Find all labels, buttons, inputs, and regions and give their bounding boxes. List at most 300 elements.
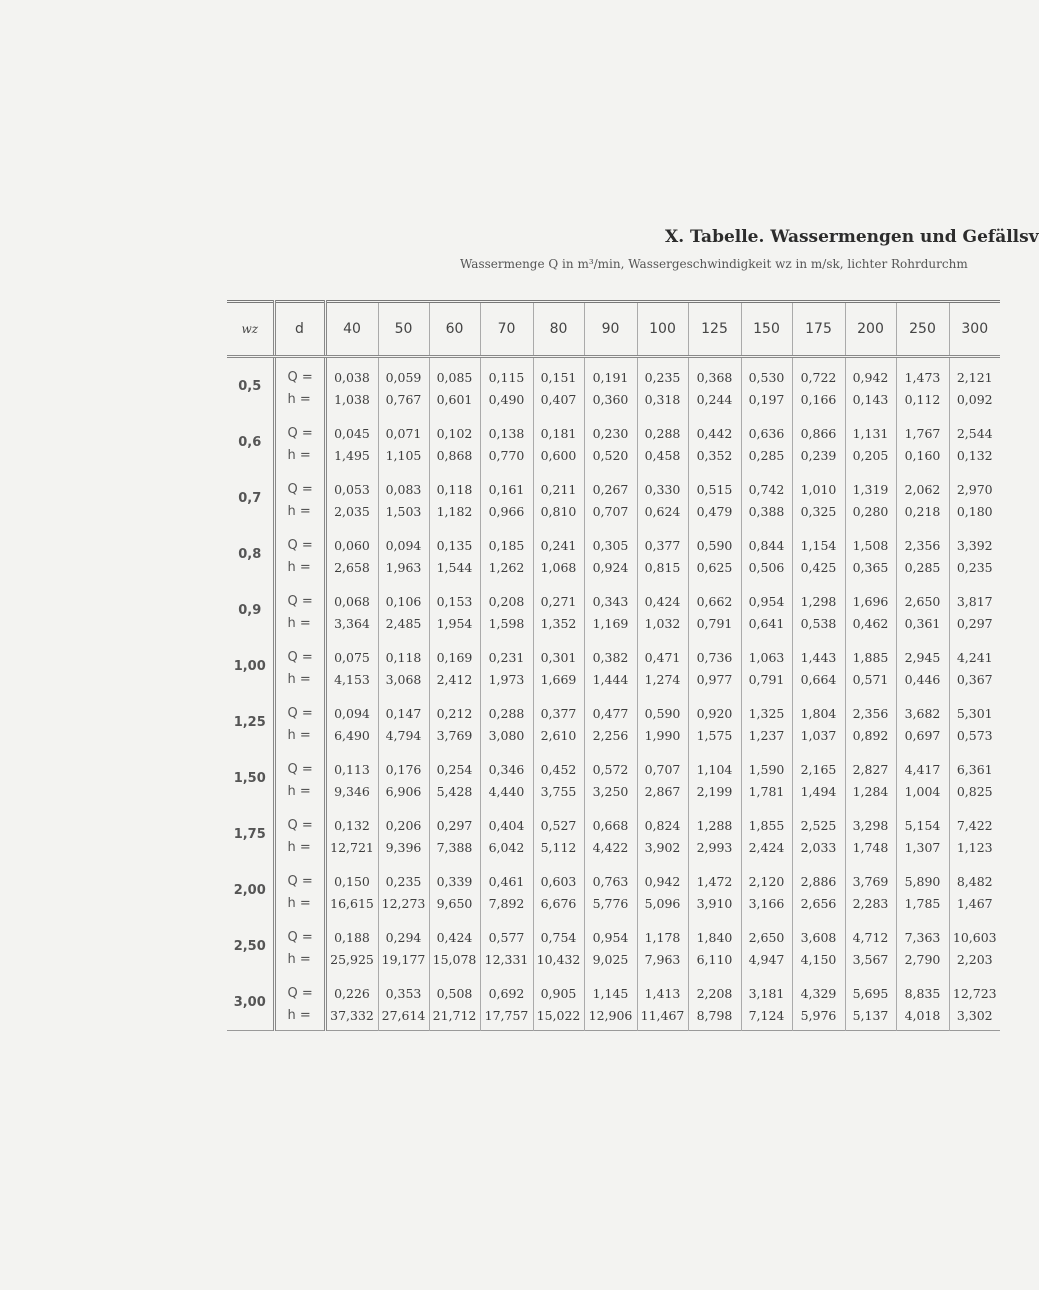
h-value-cell: 2,412 <box>429 668 480 694</box>
q-value-cell: 1,472 <box>688 862 741 892</box>
h-value-cell: 0,601 <box>429 388 480 414</box>
q-value-cell: 4,329 <box>792 974 845 1004</box>
q-value-cell: 3,817 <box>949 582 1000 612</box>
q-value-cell: 0,736 <box>688 638 741 668</box>
table-row-h <box>227 780 1000 806</box>
q-value-cell: 0,346 <box>480 750 533 780</box>
header-diameter: 100 <box>637 302 688 357</box>
h-value-cell: 1,182 <box>429 500 480 526</box>
h-value-cell: 15,078 <box>429 948 480 974</box>
header-wz: wz <box>227 302 274 357</box>
h-value-cell: 5,776 <box>584 892 637 918</box>
h-value-cell: 2,199 <box>688 780 741 806</box>
q-value-cell: 5,154 <box>896 806 949 836</box>
q-value-cell: 0,288 <box>637 414 688 444</box>
h-value-cell: 0,770 <box>480 444 533 470</box>
h-value-cell: 1,544 <box>429 556 480 582</box>
q-value-cell: 2,165 <box>792 750 845 780</box>
q-value-cell: 0,135 <box>429 526 480 556</box>
h-value-cell: 0,285 <box>741 444 792 470</box>
h-value-cell: 1,495 <box>325 444 378 470</box>
h-value-cell: 15,022 <box>533 1004 584 1031</box>
q-value-cell: 0,208 <box>480 582 533 612</box>
q-value-cell: 0,572 <box>584 750 637 780</box>
q-label: Q = <box>274 918 325 948</box>
h-label: h = <box>274 500 325 526</box>
q-value-cell: 0,138 <box>480 414 533 444</box>
q-value-cell: 0,094 <box>325 694 378 724</box>
q-value-cell: 1,178 <box>637 918 688 948</box>
table-row-q <box>227 694 1000 724</box>
q-value-cell: 0,353 <box>378 974 429 1004</box>
q-value-cell: 0,692 <box>480 974 533 1004</box>
q-value-cell: 2,650 <box>896 582 949 612</box>
h-value-cell: 6,906 <box>378 780 429 806</box>
q-value-cell: 0,527 <box>533 806 584 836</box>
q-value-cell: 0,045 <box>325 414 378 444</box>
q-value-cell: 0,085 <box>429 357 480 389</box>
q-value-cell: 0,118 <box>429 470 480 500</box>
q-value-cell: 0,442 <box>688 414 741 444</box>
q-value-cell: 0,153 <box>429 582 480 612</box>
q-value-cell: 0,668 <box>584 806 637 836</box>
q-value-cell: 0,185 <box>480 526 533 556</box>
h-value-cell: 3,080 <box>480 724 533 750</box>
h-value-cell: 0,112 <box>896 388 949 414</box>
table-row-h <box>227 836 1000 862</box>
h-value-cell: 3,364 <box>325 612 378 638</box>
h-value-cell: 0,966 <box>480 500 533 526</box>
q-value-cell: 1,767 <box>896 414 949 444</box>
q-value-cell: 2,525 <box>792 806 845 836</box>
h-value-cell: 1,748 <box>845 836 896 862</box>
q-value-cell: 0,343 <box>584 582 637 612</box>
q-value-cell: 0,254 <box>429 750 480 780</box>
velocity-cell: 1,75 <box>233 826 266 842</box>
q-label: Q = <box>274 638 325 668</box>
h-value-cell: 0,365 <box>845 556 896 582</box>
h-value-cell: 3,250 <box>584 780 637 806</box>
h-value-cell: 27,614 <box>378 1004 429 1031</box>
q-value-cell: 0,954 <box>741 582 792 612</box>
h-value-cell: 1,503 <box>378 500 429 526</box>
h-value-cell: 0,239 <box>792 444 845 470</box>
h-value-cell: 0,360 <box>584 388 637 414</box>
q-value-cell: 2,208 <box>688 974 741 1004</box>
header-diameter: 150 <box>741 302 792 357</box>
h-value-cell: 0,664 <box>792 668 845 694</box>
h-label: h = <box>274 388 325 414</box>
h-value-cell: 3,302 <box>949 1004 1000 1031</box>
q-value-cell: 3,181 <box>741 974 792 1004</box>
q-value-cell: 7,363 <box>896 918 949 948</box>
q-value-cell: 0,530 <box>741 357 792 389</box>
q-value-cell: 1,696 <box>845 582 896 612</box>
q-value-cell: 0,763 <box>584 862 637 892</box>
q-value-cell: 1,063 <box>741 638 792 668</box>
velocity-cell: 1,25 <box>233 714 266 730</box>
h-label: h = <box>274 1004 325 1031</box>
table-title: X. Tabelle. Wassermengen und Gefällsv <box>665 227 1039 247</box>
q-value-cell: 0,150 <box>325 862 378 892</box>
q-value-cell: 0,176 <box>378 750 429 780</box>
h-value-cell: 17,757 <box>480 1004 533 1031</box>
header-diameter: 300 <box>949 302 1000 357</box>
h-value-cell: 7,892 <box>480 892 533 918</box>
velocity-cell: 0,6 <box>238 434 262 450</box>
q-value-cell: 3,769 <box>845 862 896 892</box>
q-value-cell: 2,120 <box>741 862 792 892</box>
velocity-cell: 3,00 <box>233 994 266 1010</box>
h-value-cell: 0,791 <box>741 668 792 694</box>
q-value-cell: 5,890 <box>896 862 949 892</box>
h-label: h = <box>274 948 325 974</box>
h-value-cell: 3,166 <box>741 892 792 918</box>
q-value-cell: 0,866 <box>792 414 845 444</box>
velocity-cell: 1,00 <box>233 658 266 674</box>
q-value-cell: 0,181 <box>533 414 584 444</box>
h-value-cell: 4,440 <box>480 780 533 806</box>
q-value-cell: 0,920 <box>688 694 741 724</box>
header-diameter: 50 <box>378 302 429 357</box>
q-value-cell: 0,754 <box>533 918 584 948</box>
q-value-cell: 0,477 <box>584 694 637 724</box>
h-value-cell: 0,180 <box>949 500 1000 526</box>
q-value-cell: 0,424 <box>429 918 480 948</box>
velocity-cell: 0,7 <box>238 490 262 506</box>
h-value-cell: 4,947 <box>741 948 792 974</box>
h-value-cell: 12,331 <box>480 948 533 974</box>
q-label: Q = <box>274 470 325 500</box>
h-value-cell: 2,283 <box>845 892 896 918</box>
q-value-cell: 4,241 <box>949 638 1000 668</box>
q-value-cell: 2,544 <box>949 414 1000 444</box>
q-value-cell: 0,603 <box>533 862 584 892</box>
q-value-cell: 0,106 <box>378 582 429 612</box>
h-value-cell: 3,567 <box>845 948 896 974</box>
h-value-cell: 0,625 <box>688 556 741 582</box>
q-value-cell: 0,115 <box>480 357 533 389</box>
q-value-cell: 0,161 <box>480 470 533 500</box>
h-value-cell: 4,018 <box>896 1004 949 1031</box>
table-row-h <box>227 500 1000 526</box>
velocity-cell: 0,8 <box>238 546 262 562</box>
h-value-cell: 0,600 <box>533 444 584 470</box>
h-value-cell: 2,203 <box>949 948 1000 974</box>
q-value-cell: 2,650 <box>741 918 792 948</box>
h-value-cell: 3,068 <box>378 668 429 694</box>
h-value-cell: 0,641 <box>741 612 792 638</box>
h-value-cell: 1,004 <box>896 780 949 806</box>
q-value-cell: 0,235 <box>637 357 688 389</box>
h-value-cell: 9,650 <box>429 892 480 918</box>
q-value-cell: 0,132 <box>325 806 378 836</box>
header-diameter: 90 <box>584 302 637 357</box>
table-row-q <box>227 974 1000 1004</box>
h-value-cell: 1,237 <box>741 724 792 750</box>
q-label: Q = <box>274 694 325 724</box>
q-value-cell: 0,942 <box>845 357 896 389</box>
h-value-cell: 0,205 <box>845 444 896 470</box>
h-value-cell: 0,697 <box>896 724 949 750</box>
h-value-cell: 0,325 <box>792 500 845 526</box>
h-value-cell: 0,791 <box>688 612 741 638</box>
q-value-cell: 1,413 <box>637 974 688 1004</box>
table-row-q <box>227 806 1000 836</box>
h-value-cell: 2,424 <box>741 836 792 862</box>
h-label: h = <box>274 892 325 918</box>
water-flow-table <box>227 300 1000 1031</box>
h-value-cell: 1,123 <box>949 836 1000 862</box>
q-value-cell: 0,844 <box>741 526 792 556</box>
h-value-cell: 1,037 <box>792 724 845 750</box>
q-value-cell: 2,827 <box>845 750 896 780</box>
h-value-cell: 1,284 <box>845 780 896 806</box>
h-value-cell: 1,274 <box>637 668 688 694</box>
h-value-cell: 5,112 <box>533 836 584 862</box>
h-label: h = <box>274 556 325 582</box>
velocity-cell: 2,00 <box>233 882 266 898</box>
h-value-cell: 1,494 <box>792 780 845 806</box>
q-value-cell: 1,840 <box>688 918 741 948</box>
h-value-cell: 0,977 <box>688 668 741 694</box>
q-value-cell: 2,121 <box>949 357 1000 389</box>
h-value-cell: 0,458 <box>637 444 688 470</box>
q-value-cell: 0,267 <box>584 470 637 500</box>
h-value-cell: 4,422 <box>584 836 637 862</box>
table-row-q <box>227 526 1000 556</box>
q-value-cell: 0,212 <box>429 694 480 724</box>
q-value-cell: 0,452 <box>533 750 584 780</box>
q-value-cell: 1,804 <box>792 694 845 724</box>
q-value-cell: 0,102 <box>429 414 480 444</box>
h-value-cell: 2,656 <box>792 892 845 918</box>
q-value-cell: 0,954 <box>584 918 637 948</box>
header-diameter: 125 <box>688 302 741 357</box>
q-value-cell: 0,094 <box>378 526 429 556</box>
h-label: h = <box>274 724 325 750</box>
q-value-cell: 0,824 <box>637 806 688 836</box>
velocity-cell: 0,5 <box>238 378 262 394</box>
h-value-cell: 0,707 <box>584 500 637 526</box>
q-value-cell: 0,424 <box>637 582 688 612</box>
h-value-cell: 0,425 <box>792 556 845 582</box>
q-value-cell: 0,382 <box>584 638 637 668</box>
q-value-cell: 0,083 <box>378 470 429 500</box>
q-value-cell: 2,945 <box>896 638 949 668</box>
h-value-cell: 2,256 <box>584 724 637 750</box>
q-value-cell: 0,231 <box>480 638 533 668</box>
header-d: d <box>274 302 325 357</box>
h-value-cell: 3,902 <box>637 836 688 862</box>
h-value-cell: 0,218 <box>896 500 949 526</box>
q-value-cell: 1,104 <box>688 750 741 780</box>
q-value-cell: 1,154 <box>792 526 845 556</box>
q-value-cell: 1,131 <box>845 414 896 444</box>
q-value-cell: 0,377 <box>533 694 584 724</box>
q-value-cell: 0,577 <box>480 918 533 948</box>
h-value-cell: 1,169 <box>584 612 637 638</box>
q-label: Q = <box>274 974 325 1004</box>
q-label: Q = <box>274 862 325 892</box>
table-row-q <box>227 357 1000 389</box>
table-row-h <box>227 556 1000 582</box>
q-value-cell: 0,241 <box>533 526 584 556</box>
h-value-cell: 1,032 <box>637 612 688 638</box>
header-diameter: 175 <box>792 302 845 357</box>
velocity-cell: 2,50 <box>233 938 266 954</box>
h-value-cell: 1,038 <box>325 388 378 414</box>
h-label: h = <box>274 780 325 806</box>
h-value-cell: 0,815 <box>637 556 688 582</box>
q-label: Q = <box>274 806 325 836</box>
q-value-cell: 1,288 <box>688 806 741 836</box>
h-value-cell: 25,925 <box>325 948 378 974</box>
h-value-cell: 1,781 <box>741 780 792 806</box>
h-value-cell: 0,538 <box>792 612 845 638</box>
h-value-cell: 1,444 <box>584 668 637 694</box>
q-value-cell: 0,404 <box>480 806 533 836</box>
q-value-cell: 8,835 <box>896 974 949 1004</box>
h-value-cell: 2,790 <box>896 948 949 974</box>
header-diameter: 200 <box>845 302 896 357</box>
table-row-q <box>227 414 1000 444</box>
h-value-cell: 7,124 <box>741 1004 792 1031</box>
h-value-cell: 0,462 <box>845 612 896 638</box>
q-value-cell: 0,151 <box>533 357 584 389</box>
header-diameter: 70 <box>480 302 533 357</box>
q-value-cell: 0,368 <box>688 357 741 389</box>
h-value-cell: 0,825 <box>949 780 1000 806</box>
q-value-cell: 0,636 <box>741 414 792 444</box>
q-value-cell: 3,298 <box>845 806 896 836</box>
h-value-cell: 2,033 <box>792 836 845 862</box>
q-value-cell: 1,298 <box>792 582 845 612</box>
q-value-cell: 3,608 <box>792 918 845 948</box>
h-value-cell: 0,297 <box>949 612 1000 638</box>
h-value-cell: 5,428 <box>429 780 480 806</box>
header-diameter: 40 <box>325 302 378 357</box>
h-value-cell: 12,721 <box>325 836 378 862</box>
h-label: h = <box>274 612 325 638</box>
q-value-cell: 0,590 <box>637 694 688 724</box>
q-value-cell: 0,288 <box>480 694 533 724</box>
h-value-cell: 9,025 <box>584 948 637 974</box>
h-value-cell: 0,280 <box>845 500 896 526</box>
h-value-cell: 1,105 <box>378 444 429 470</box>
q-label: Q = <box>274 414 325 444</box>
h-label: h = <box>274 668 325 694</box>
h-value-cell: 21,712 <box>429 1004 480 1031</box>
h-value-cell: 0,490 <box>480 388 533 414</box>
h-value-cell: 12,906 <box>584 1004 637 1031</box>
q-value-cell: 0,118 <box>378 638 429 668</box>
q-value-cell: 0,301 <box>533 638 584 668</box>
h-value-cell: 0,367 <box>949 668 1000 694</box>
q-value-cell: 0,305 <box>584 526 637 556</box>
table-body <box>227 357 1000 1031</box>
h-value-cell: 0,166 <box>792 388 845 414</box>
table-row-q <box>227 750 1000 780</box>
q-value-cell: 0,271 <box>533 582 584 612</box>
table-row-h <box>227 444 1000 470</box>
header-row <box>227 302 1000 357</box>
q-value-cell: 5,695 <box>845 974 896 1004</box>
header-diameter: 60 <box>429 302 480 357</box>
q-value-cell: 0,515 <box>688 470 741 500</box>
h-value-cell: 9,346 <box>325 780 378 806</box>
q-value-cell: 0,377 <box>637 526 688 556</box>
h-value-cell: 9,396 <box>378 836 429 862</box>
h-value-cell: 0,624 <box>637 500 688 526</box>
table-row-q <box>227 918 1000 948</box>
h-value-cell: 0,388 <box>741 500 792 526</box>
h-value-cell: 1,352 <box>533 612 584 638</box>
table-row-h <box>227 892 1000 918</box>
q-value-cell: 0,230 <box>584 414 637 444</box>
table-row-h <box>227 388 1000 414</box>
h-value-cell: 1,307 <box>896 836 949 862</box>
q-value-cell: 0,297 <box>429 806 480 836</box>
q-value-cell: 0,075 <box>325 638 378 668</box>
h-value-cell: 0,235 <box>949 556 1000 582</box>
h-value-cell: 3,910 <box>688 892 741 918</box>
h-value-cell: 0,160 <box>896 444 949 470</box>
q-value-cell: 0,191 <box>584 357 637 389</box>
h-value-cell: 0,092 <box>949 388 1000 414</box>
h-value-cell: 4,150 <box>792 948 845 974</box>
h-value-cell: 7,388 <box>429 836 480 862</box>
q-value-cell: 0,113 <box>325 750 378 780</box>
table-subtitle: Wassermenge Q in m³/min, Wassergeschwindigkeit wz in m/sk, lichter Rohrdurchm <box>460 257 968 271</box>
q-value-cell: 1,145 <box>584 974 637 1004</box>
h-value-cell: 0,767 <box>378 388 429 414</box>
q-value-cell: 0,942 <box>637 862 688 892</box>
q-value-cell: 0,339 <box>429 862 480 892</box>
h-value-cell: 5,976 <box>792 1004 845 1031</box>
h-value-cell: 6,676 <box>533 892 584 918</box>
q-value-cell: 0,226 <box>325 974 378 1004</box>
h-value-cell: 6,042 <box>480 836 533 862</box>
h-value-cell: 2,867 <box>637 780 688 806</box>
q-value-cell: 2,062 <box>896 470 949 500</box>
q-value-cell: 3,392 <box>949 526 1000 556</box>
h-value-cell: 19,177 <box>378 948 429 974</box>
q-label: Q = <box>274 357 325 389</box>
h-value-cell: 2,658 <box>325 556 378 582</box>
q-value-cell: 0,211 <box>533 470 584 500</box>
h-value-cell: 1,990 <box>637 724 688 750</box>
table-row-q <box>227 470 1000 500</box>
q-value-cell: 10,603 <box>949 918 1000 948</box>
q-value-cell: 2,970 <box>949 470 1000 500</box>
h-value-cell: 6,110 <box>688 948 741 974</box>
q-value-cell: 0,060 <box>325 526 378 556</box>
q-value-cell: 0,590 <box>688 526 741 556</box>
q-value-cell: 0,169 <box>429 638 480 668</box>
h-value-cell: 0,892 <box>845 724 896 750</box>
header-diameter: 80 <box>533 302 584 357</box>
h-value-cell: 5,137 <box>845 1004 896 1031</box>
q-value-cell: 0,206 <box>378 806 429 836</box>
h-value-cell: 1,598 <box>480 612 533 638</box>
header-diameter: 250 <box>896 302 949 357</box>
h-value-cell: 1,954 <box>429 612 480 638</box>
h-value-cell: 2,035 <box>325 500 378 526</box>
q-value-cell: 0,059 <box>378 357 429 389</box>
h-value-cell: 0,573 <box>949 724 1000 750</box>
h-value-cell: 0,352 <box>688 444 741 470</box>
